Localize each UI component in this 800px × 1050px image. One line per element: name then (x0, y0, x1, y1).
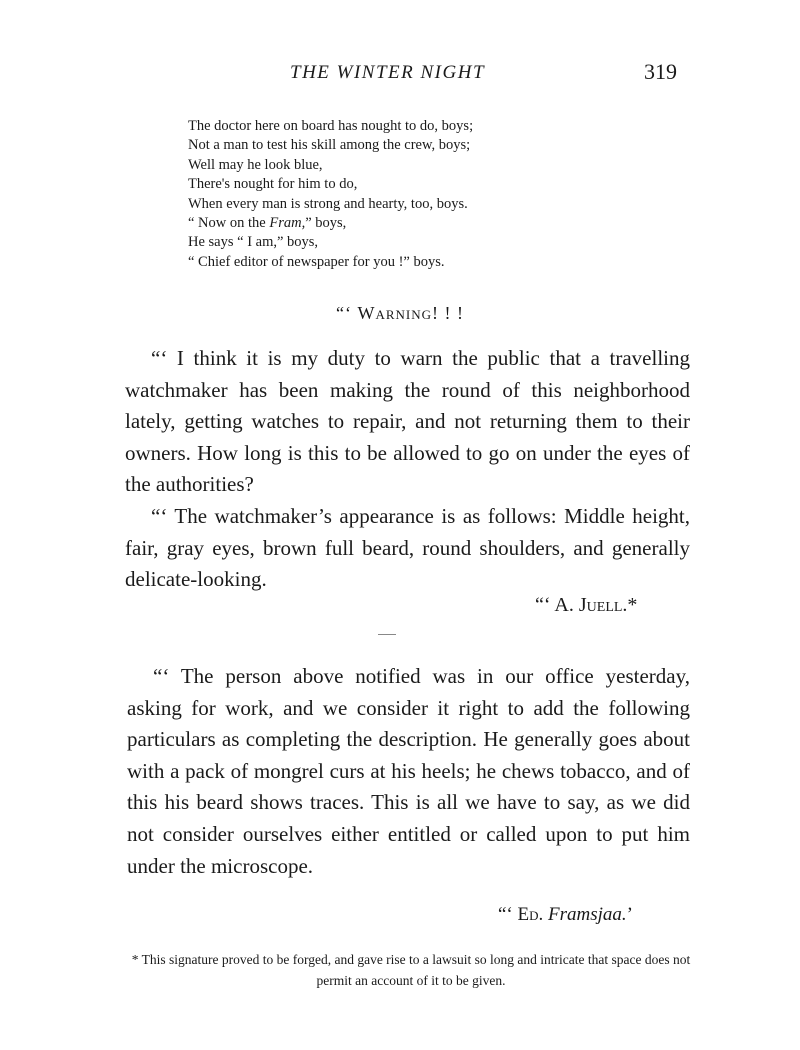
publication-name: Framsjaa. (548, 904, 627, 925)
poem-line: He says “ I am,” boys, (188, 234, 319, 251)
poem-line: Not a man to test his skill among the crew, boys; (188, 137, 471, 154)
editor-signature-prefix: “‘ Ed. (498, 904, 549, 925)
poem-line: Well may he look blue, (188, 156, 323, 173)
poem-line (188, 214, 648, 233)
poem (188, 117, 648, 272)
editor-signature-suffix: ’ (626, 904, 633, 925)
page-number: 319 (644, 59, 677, 84)
warning-heading (0, 303, 800, 324)
section-dash (378, 634, 396, 635)
notice-body (125, 343, 690, 596)
running-head (0, 59, 800, 86)
notice-paragraph: “‘ The watchmaker’s appearance is as follows: Middle height, fair, gray eyes, brown full beard, round shoulders, and generally delicate-looking. (125, 503, 690, 592)
poem-line-start: “ Now on the (188, 215, 270, 232)
ship-name: Fram, (269, 215, 306, 232)
poem-line: The doctor here on board has nought to do, boys; (188, 118, 474, 134)
poem-line-end: ” boys, (305, 215, 347, 232)
warning-quote: “‘ (335, 303, 358, 323)
warning-word: Warning (357, 303, 433, 323)
running-title: THE WINTER NIGHT (290, 62, 486, 83)
notice-signature: “‘ A. Juell.* (535, 594, 638, 616)
warning-exclamations: ! ! ! (432, 303, 464, 323)
poem-line: “ Chief editor of newspaper for you !” boys. (188, 253, 445, 270)
notice-paragraph: “‘ I think it is my duty to warn the public that a travelling watchmaker has been making the round of this neighborhood lately, getting watches to repair, and not returning them to their owners. How long is this to be allowed to go on under the eyes of the authorities? (125, 346, 690, 497)
footnote: * This signature proved to be forged, and gave rise to a lawsuit so long and intricate that space does not permit an account of it to be given. (131, 952, 691, 988)
editor-signature (498, 904, 633, 926)
poem-line: There's nought for him to do, (188, 176, 358, 193)
poem-line: When every man is strong and hearty, too, boys. (188, 195, 468, 212)
editor-reply-body (127, 661, 690, 882)
editor-reply-paragraph: “‘ The person above notified was in our office yesterday, asking for work, and we consider it right to add the following particulars as completing the description. He generally goes about with a pack of mongrel curs at his heels; he chews tobacco, and of this his beard shows traces. This is all we have to say, as we did not consider ourselves either entitled or called upon to put him under the microscope. (127, 664, 690, 878)
